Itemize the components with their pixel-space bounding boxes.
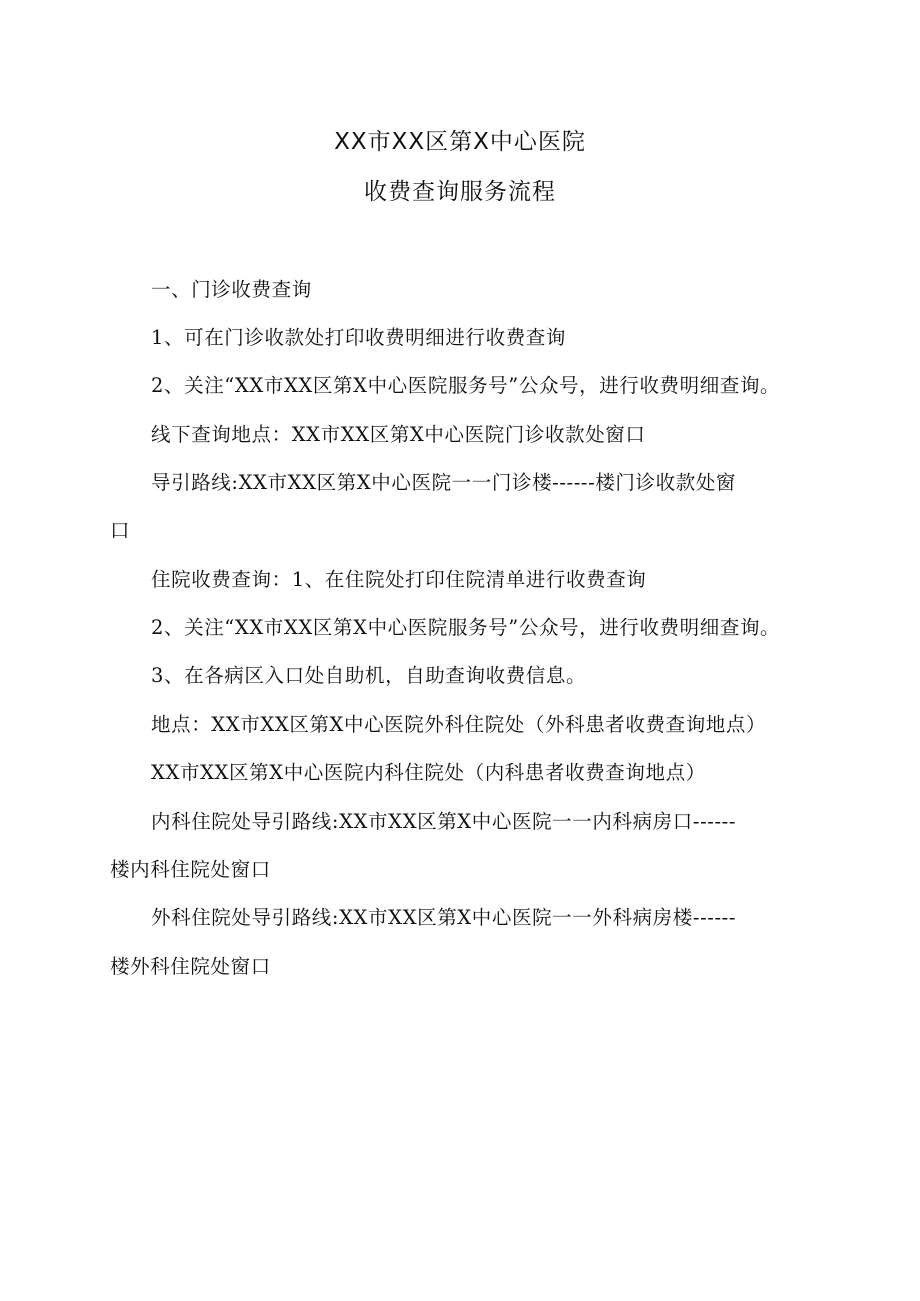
document-subtitle: 收费查询服务流程 bbox=[364, 179, 556, 205]
internal-route: 内科住院处导引路线:XX市XX区第X中心医院一一内科病房口------ bbox=[151, 810, 737, 833]
outpatient-location: 线下查询地点：XX市XX区第X中心医院门诊收款处窗口 bbox=[151, 423, 646, 446]
inpatient-location-surgical: 地点：XX市XX区第X中心医院外科住院处（外科患者收费查询地点） bbox=[151, 713, 767, 736]
inpatient-item-1: 住院收费查询：1、在住院处打印住院清单进行收费查询 bbox=[151, 568, 647, 591]
document-title: XX市XX区第X中心医院 bbox=[334, 129, 586, 155]
outpatient-route: 导引路线:XX市XX区第X中心医院一一门诊楼------楼门诊收款处窗 bbox=[151, 471, 737, 494]
inpatient-item-3: 3、在各病区入口处自助机，自助查询收费信息。 bbox=[151, 664, 587, 687]
outpatient-item-1: 1、可在门诊收款处打印收费明细进行收费查询 bbox=[151, 326, 567, 349]
surgical-route: 外科住院处导引路线:XX市XX区第X中心医院一一外科病房楼------ bbox=[151, 906, 737, 929]
inpatient-item-2: 2、关注“XX市XX区第X中心医院服务号”公众号，进行收费明细查询。 bbox=[151, 616, 781, 639]
inpatient-location-internal: XX市XX区第X中心医院内科住院处（内科患者收费查询地点） bbox=[151, 761, 706, 784]
internal-route-continued: 楼内科住院处窗口 bbox=[110, 858, 271, 881]
surgical-route-continued: 楼外科住院处窗口 bbox=[110, 955, 271, 978]
outpatient-route-continued: 口 bbox=[110, 519, 131, 542]
outpatient-item-2: 2、关注“XX市XX区第X中心医院服务号”公众号，进行收费明细查询。 bbox=[151, 374, 781, 397]
outpatient-heading: 一、门诊收费查询 bbox=[151, 278, 312, 301]
